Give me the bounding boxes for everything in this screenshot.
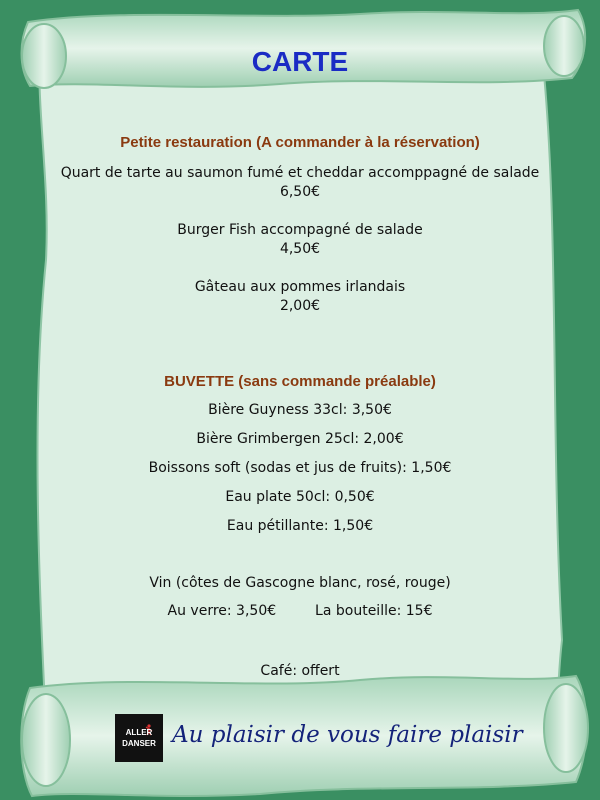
logo-text-line2: DANSER (122, 739, 156, 748)
drink-item: Eau plate 50cl: 0,50€ (225, 489, 375, 505)
footer-tagline: Au plaisir de vous faire plaisir (172, 722, 523, 748)
section-heading-buvette: BUVETTE (sans commande préalable) (164, 373, 436, 390)
drink-item: Bière Grimbergen 25cl: 2,00€ (196, 431, 404, 447)
logo-text-line1: ALLER (125, 728, 153, 737)
drink-item: Bière Guyness 33cl: 3,50€ (208, 402, 392, 418)
wine-bottle-price: La bouteille: 15€ (315, 603, 433, 619)
menu-item-price: 6,50€ (279, 184, 321, 200)
menu-item-name: Burger Fish accompagné de salade (177, 222, 423, 238)
section-heading-petite-restauration: Petite restauration (A commander à la réservation) (120, 134, 480, 151)
menu-item-price: 2,00€ (279, 298, 321, 314)
page-title: CARTE (251, 46, 349, 77)
drink-item: Boissons soft (sodas et jus de fruits): 1,50€ (148, 460, 452, 476)
wine-title: Vin (côtes de Gascogne blanc, rosé, rouge) (149, 575, 451, 591)
wine-prices (0, 603, 600, 619)
menu-item-price: 4,50€ (279, 241, 321, 257)
menu-item-name: Gâteau aux pommes irlandais (194, 279, 406, 295)
coffee-note: Café: offert (260, 663, 340, 679)
drink-item: Eau pétillante: 1,50€ (226, 518, 374, 534)
wine-glass-price: Au verre: 3,50€ (167, 603, 277, 619)
menu-item-name: Quart de tarte au saumon fumé et cheddar accomppagné de salade (60, 165, 540, 181)
aller-danser-logo (115, 714, 163, 762)
